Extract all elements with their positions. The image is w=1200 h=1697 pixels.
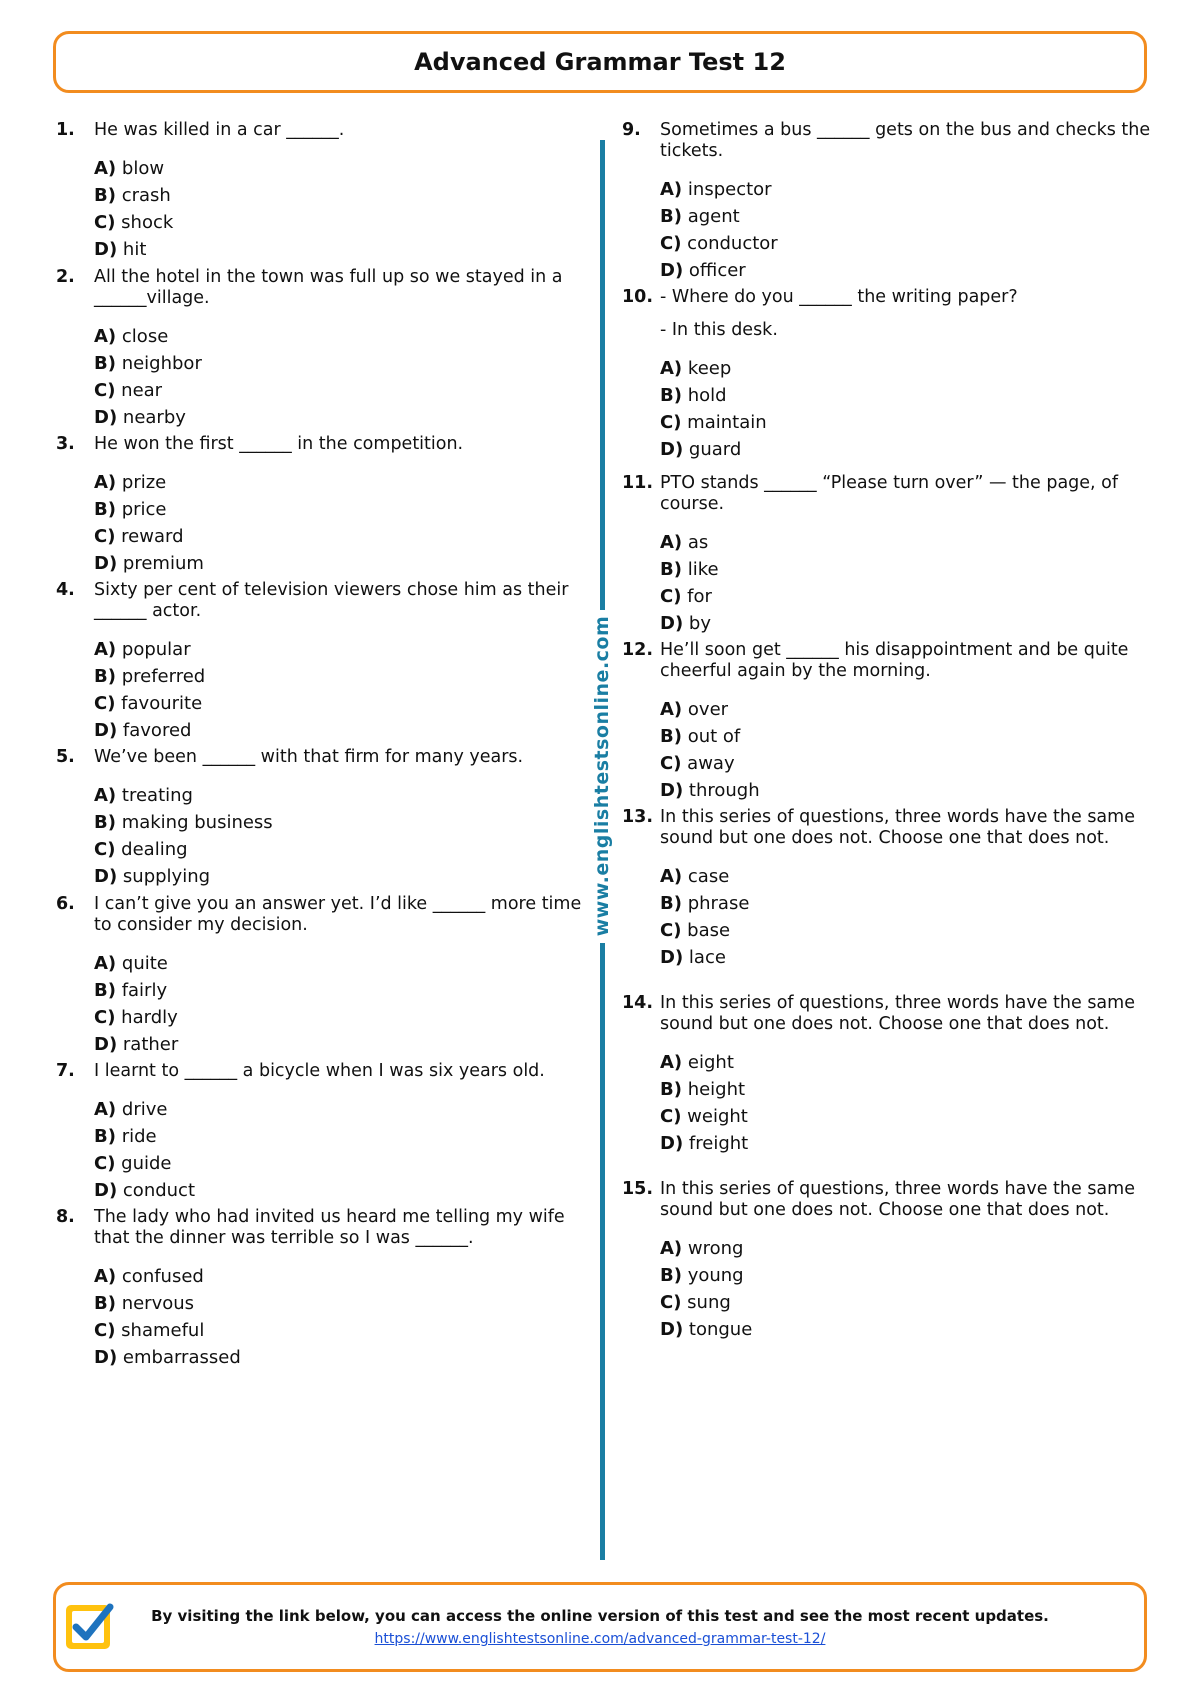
option-letter: C) (660, 753, 682, 774)
question-13 (622, 807, 1152, 971)
option-text: supplying (122, 866, 211, 887)
answer-option[interactable] (94, 1290, 596, 1317)
answer-option[interactable] (660, 556, 1152, 583)
option-letter: D) (94, 1034, 118, 1055)
option-text: like (687, 559, 719, 580)
answer-option[interactable] (660, 529, 1152, 556)
option-text: lace (688, 947, 726, 968)
option-letter: D) (94, 720, 118, 741)
answer-option[interactable] (94, 809, 596, 836)
option-letter: A) (94, 1266, 117, 1287)
option-letter: B) (660, 726, 682, 747)
title-banner (53, 31, 1147, 93)
answer-option[interactable] (660, 750, 1152, 777)
question-text: I can’t give you an answer yet. I’d like ______ more time to consider my decision. (94, 894, 582, 935)
option-letter: B) (660, 893, 682, 914)
answer-option[interactable] (660, 1262, 1152, 1289)
answer-option[interactable] (660, 1049, 1152, 1076)
answer-option[interactable] (660, 777, 1152, 804)
option-letter: C) (94, 212, 116, 233)
option-text: weight (687, 1106, 748, 1127)
option-text: confused (121, 1266, 204, 1287)
question-12 (622, 640, 1152, 804)
option-letter: D) (94, 866, 118, 887)
option-letter: D) (94, 553, 118, 574)
answer-option[interactable] (94, 377, 596, 404)
answer-option[interactable] (660, 890, 1152, 917)
option-letter: A) (94, 158, 117, 179)
answer-option[interactable] (94, 1096, 596, 1123)
option-text: treating (121, 785, 193, 806)
option-text: over (687, 699, 729, 720)
option-text: popular (121, 639, 191, 660)
question-number: 8. (56, 1207, 75, 1227)
option-letter: B) (660, 206, 682, 227)
question-stem (622, 1179, 1152, 1221)
answer-option[interactable] (660, 696, 1152, 723)
option-letter: D) (660, 613, 684, 634)
answer-option[interactable] (660, 1289, 1152, 1316)
answer-option[interactable] (660, 610, 1152, 637)
option-text: as (687, 532, 709, 553)
answer-option[interactable] (94, 863, 596, 890)
option-text: favourite (121, 693, 203, 714)
question-stem (56, 1207, 596, 1249)
question-number: 15. (622, 1179, 654, 1199)
option-letter: C) (660, 412, 682, 433)
option-letter: C) (94, 1007, 116, 1028)
answer-option[interactable] (660, 355, 1152, 382)
option-letter: D) (94, 239, 118, 260)
option-text: neighbor (121, 353, 202, 374)
option-letter: C) (660, 1292, 682, 1313)
answer-options (94, 950, 596, 1058)
option-letter: C) (660, 1106, 682, 1127)
option-text: conductor (687, 233, 778, 254)
question-stem (622, 120, 1152, 162)
option-text: reward (121, 526, 184, 547)
question-number: 6. (56, 894, 75, 914)
answer-options (94, 782, 596, 890)
option-letter: B) (94, 980, 116, 1001)
option-letter: B) (660, 1265, 682, 1286)
answer-option[interactable] (94, 1031, 596, 1058)
option-text: price (121, 499, 167, 520)
answer-option[interactable] (94, 350, 596, 377)
footer-text: By visiting the link below, you can access the online version of this test and see the most recent updates. (151, 1607, 1049, 1625)
option-letter: C) (660, 233, 682, 254)
answer-option[interactable] (94, 1317, 596, 1344)
option-letter: C) (94, 1153, 116, 1174)
question-stem (56, 580, 596, 622)
option-letter: B) (94, 353, 116, 374)
question-stem (56, 747, 596, 768)
answer-options (94, 155, 596, 263)
answer-option[interactable] (94, 636, 596, 663)
answer-option[interactable] (94, 1004, 596, 1031)
option-letter: D) (660, 1133, 684, 1154)
option-text: out of (687, 726, 741, 747)
footer-test-link[interactable]: https://www.englishtestsonline.com/advanced-grammar-test-12/ (374, 1631, 826, 1647)
option-text: dealing (121, 839, 188, 860)
question-number: 12. (622, 640, 654, 660)
question-5 (56, 747, 596, 890)
question-6 (56, 894, 596, 1058)
question-number: 5. (56, 747, 75, 767)
question-text: He’ll soon get ______ his disappointment and be quite cheerful again by the morning. (660, 640, 1129, 681)
option-text: away (687, 753, 735, 774)
answer-option[interactable] (94, 717, 596, 744)
option-letter: C) (94, 526, 116, 547)
question-10 (622, 287, 1152, 463)
option-text: maintain (687, 412, 767, 433)
answer-option[interactable] (94, 663, 596, 690)
answer-options (94, 1263, 596, 1371)
option-letter: A) (94, 472, 117, 493)
option-text: hold (687, 385, 727, 406)
question-number: 7. (56, 1061, 75, 1081)
option-letter: C) (94, 380, 116, 401)
option-text: young (687, 1265, 744, 1286)
question-number: 2. (56, 267, 75, 287)
question-text: In this series of questions, three words have the same sound but one does not. Choose one that does not. (660, 993, 1135, 1034)
answer-option[interactable] (94, 550, 596, 577)
question-stem (56, 894, 596, 936)
option-letter: A) (660, 1238, 683, 1259)
option-letter: A) (660, 1052, 683, 1073)
option-letter: D) (660, 439, 684, 460)
option-letter: B) (94, 666, 116, 687)
question-2 (56, 267, 596, 431)
option-letter: A) (660, 532, 683, 553)
answer-options (94, 1096, 596, 1204)
answer-options (660, 529, 1152, 637)
answer-options (660, 176, 1152, 284)
answer-options (94, 469, 596, 577)
question-11 (622, 473, 1152, 637)
option-letter: A) (660, 179, 683, 200)
answer-option[interactable] (94, 950, 596, 977)
answer-option[interactable] (660, 1076, 1152, 1103)
answer-option[interactable] (660, 723, 1152, 750)
option-text: hit (122, 239, 147, 260)
option-text: shock (121, 212, 174, 233)
option-text: premium (122, 553, 204, 574)
answer-option[interactable] (660, 203, 1152, 230)
answer-option[interactable] (94, 236, 596, 263)
option-letter: C) (94, 693, 116, 714)
question-text: Sixty per cent of television viewers chose him as their ______ actor. (94, 580, 569, 621)
option-letter: A) (94, 785, 117, 806)
question-number: 13. (622, 807, 654, 827)
answer-option[interactable] (660, 230, 1152, 257)
vertical-site-url: www.englishtestsonline.com (591, 615, 613, 937)
option-text: quite (121, 953, 168, 974)
option-text: eight (687, 1052, 734, 1073)
answer-option[interactable] (94, 209, 596, 236)
option-text: officer (688, 260, 746, 281)
answer-option[interactable] (94, 1150, 596, 1177)
answer-options (660, 355, 1152, 463)
question-number: 14. (622, 993, 654, 1013)
option-text: for (687, 586, 712, 607)
option-letter: D) (660, 260, 684, 281)
option-text: by (688, 613, 711, 634)
answer-option[interactable] (94, 469, 596, 496)
option-text: ride (121, 1126, 157, 1147)
option-text: guard (688, 439, 742, 460)
answer-option[interactable] (660, 1316, 1152, 1343)
answer-option[interactable] (94, 1263, 596, 1290)
option-letter: A) (94, 1099, 117, 1120)
answer-option[interactable] (94, 977, 596, 1004)
option-text: case (687, 866, 730, 887)
option-text: near (121, 380, 163, 401)
option-text: height (687, 1079, 746, 1100)
option-letter: A) (660, 699, 683, 720)
question-8 (56, 1207, 596, 1371)
option-text: nervous (121, 1293, 195, 1314)
question-text: He won the first ______ in the competition. (94, 434, 464, 454)
option-text: shameful (121, 1320, 205, 1341)
answer-option[interactable] (94, 523, 596, 550)
question-text: I learnt to ______ a bicycle when I was six years old. (94, 1061, 545, 1081)
answer-option[interactable] (94, 182, 596, 209)
option-text: drive (121, 1099, 168, 1120)
option-text: blow (121, 158, 165, 179)
answer-options (94, 636, 596, 744)
option-text: favored (122, 720, 192, 741)
option-text: rather (122, 1034, 179, 1055)
answer-option[interactable] (94, 496, 596, 523)
option-letter: A) (94, 953, 117, 974)
question-text: - Where do you ______ the writing paper? (660, 287, 1018, 307)
option-text: close (121, 326, 169, 347)
option-text: fairly (121, 980, 168, 1001)
question-text: We’ve been ______ with that firm for many years. (94, 747, 524, 767)
option-letter: A) (660, 866, 683, 887)
answer-option[interactable] (94, 323, 596, 350)
option-text: keep (687, 358, 732, 379)
answer-option[interactable] (94, 404, 596, 431)
question-stem (622, 287, 1152, 308)
option-text: phrase (687, 893, 750, 914)
option-letter: A) (94, 639, 117, 660)
answer-option[interactable] (660, 409, 1152, 436)
question-text: In this series of questions, three words have the same sound but one does not. Choose one that does not. (660, 1179, 1135, 1220)
question-3 (56, 434, 596, 577)
question-14 (622, 993, 1152, 1157)
option-text: hardly (121, 1007, 178, 1028)
answer-option[interactable] (660, 436, 1152, 463)
question-number: 4. (56, 580, 75, 600)
option-letter: D) (660, 1319, 684, 1340)
column-divider-top (600, 140, 605, 610)
question-number: 11. (622, 473, 654, 493)
answer-option[interactable] (94, 1123, 596, 1150)
question-7 (56, 1061, 596, 1204)
option-text: wrong (687, 1238, 744, 1259)
answer-option[interactable] (94, 836, 596, 863)
answer-option[interactable] (660, 257, 1152, 284)
question-stem (622, 473, 1152, 515)
option-letter: B) (94, 1126, 116, 1147)
answer-option[interactable] (94, 1177, 596, 1204)
answer-options (660, 1235, 1152, 1343)
footer-banner (53, 1582, 1147, 1672)
answer-option[interactable] (94, 155, 596, 182)
answer-option[interactable] (660, 917, 1152, 944)
option-letter: A) (94, 326, 117, 347)
question-stem (56, 1061, 596, 1082)
question-15 (622, 1179, 1152, 1343)
question-9 (622, 120, 1152, 284)
answer-option[interactable] (660, 1130, 1152, 1157)
answer-options (660, 696, 1152, 804)
question-text: PTO stands ______ “Please turn over” — the page, of course. (660, 473, 1119, 514)
option-text: inspector (687, 179, 772, 200)
option-text: conduct (122, 1180, 196, 1201)
question-number: 1. (56, 120, 75, 140)
question-text: He was killed in a car ______. (94, 120, 345, 140)
option-text: embarrassed (122, 1347, 241, 1368)
option-text: prize (121, 472, 167, 493)
column-divider-bottom (600, 943, 605, 1560)
answer-options (94, 323, 596, 431)
answer-option[interactable] (94, 782, 596, 809)
question-stem (56, 120, 596, 141)
option-letter: B) (94, 185, 116, 206)
answer-option[interactable] (660, 944, 1152, 971)
answer-option[interactable] (660, 583, 1152, 610)
option-text: nearby (122, 407, 186, 428)
answer-option[interactable] (660, 382, 1152, 409)
option-text: preferred (121, 666, 206, 687)
option-text: guide (121, 1153, 172, 1174)
answer-options (660, 863, 1152, 971)
option-letter: B) (660, 1079, 682, 1100)
question-number: 9. (622, 120, 641, 140)
answer-option[interactable] (660, 863, 1152, 890)
option-letter: C) (660, 920, 682, 941)
option-text: through (688, 780, 760, 801)
question-text: All the hotel in the town was full up so we stayed in a ______village. (94, 267, 563, 308)
answer-option[interactable] (94, 1344, 596, 1371)
question-1 (56, 120, 596, 263)
option-text: crash (121, 185, 171, 206)
option-letter: B) (94, 1293, 116, 1314)
option-text: freight (688, 1133, 749, 1154)
option-letter: C) (94, 1320, 116, 1341)
option-letter: D) (94, 407, 118, 428)
option-letter: D) (94, 1347, 118, 1368)
question-number: 3. (56, 434, 75, 454)
option-letter: D) (94, 1180, 118, 1201)
option-letter: D) (660, 780, 684, 801)
answer-option[interactable] (660, 176, 1152, 203)
option-letter: B) (660, 385, 682, 406)
option-text: sung (687, 1292, 731, 1313)
answer-option[interactable] (660, 1235, 1152, 1262)
question-subtext: - In this desk. (660, 320, 778, 340)
question-stem (622, 640, 1152, 682)
question-number: 10. (622, 287, 654, 307)
question-stem (622, 807, 1152, 849)
question-stem (56, 434, 596, 455)
question-text: The lady who had invited us heard me telling my wife that the dinner was terrible so I was ______. (94, 1207, 565, 1248)
option-text: base (687, 920, 731, 941)
question-text: In this series of questions, three words have the same sound but one does not. Choose one that does not. (660, 807, 1135, 848)
question-stem (622, 993, 1152, 1035)
option-letter: B) (660, 559, 682, 580)
option-letter: B) (94, 812, 116, 833)
option-letter: C) (660, 586, 682, 607)
page-title: Advanced Grammar Test 12 (414, 48, 786, 76)
answer-options (660, 1049, 1152, 1157)
answer-option[interactable] (660, 1103, 1152, 1130)
question-stem (56, 267, 596, 309)
option-letter: D) (660, 947, 684, 968)
question-text: Sometimes a bus ______ gets on the bus and checks the tickets. (660, 120, 1151, 161)
option-letter: C) (94, 839, 116, 860)
option-text: tongue (688, 1319, 753, 1340)
option-text: making business (121, 812, 273, 833)
option-letter: B) (94, 499, 116, 520)
question-4 (56, 580, 596, 744)
answer-option[interactable] (94, 690, 596, 717)
option-text: agent (687, 206, 740, 227)
option-letter: A) (660, 358, 683, 379)
